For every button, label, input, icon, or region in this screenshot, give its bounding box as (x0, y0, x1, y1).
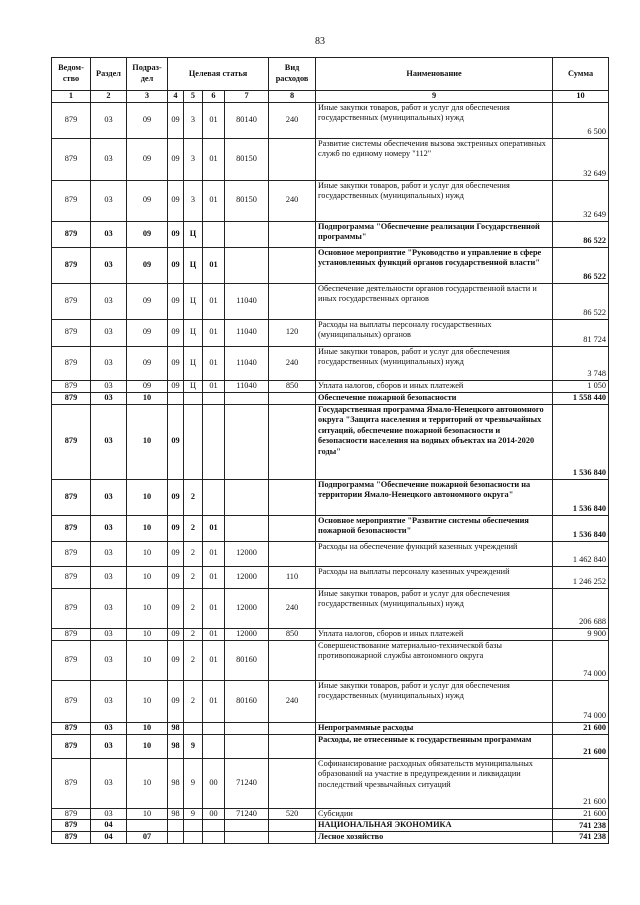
cell-sum: 21 600 (553, 808, 609, 820)
cell-expense-type (269, 640, 316, 680)
cell-dept: 879 (52, 180, 91, 221)
cell-expense-type: 240 (269, 346, 316, 380)
cell-target-direction: 80160 (225, 680, 269, 722)
cell-name: Субсидии (316, 808, 553, 820)
cell-sum: 1 536 840 (553, 515, 609, 541)
table-row (52, 515, 609, 541)
cell-subsection: 09 (127, 247, 168, 283)
cell-target-subprogram: Ц (184, 319, 203, 346)
cell-sum: 1 536 840 (553, 404, 609, 479)
cell-dept: 879 (52, 392, 91, 404)
cell-target-program: 09 (168, 247, 184, 283)
cell-target-direction (225, 479, 269, 515)
cell-target-program: 09 (168, 588, 184, 628)
cell-name: Расходы на обеспечение функций казенных учреждений (316, 541, 553, 566)
cell-subsection: 10 (127, 680, 168, 722)
cell-target-activity: 01 (203, 515, 225, 541)
cell-section: 04 (91, 820, 127, 832)
cell-dept: 879 (52, 346, 91, 380)
cell-target-subprogram: 2 (184, 541, 203, 566)
cell-target-direction: 11040 (225, 346, 269, 380)
table-row (52, 820, 609, 832)
cell-sum: 81 724 (553, 319, 609, 346)
cell-sum: 9 900 (553, 628, 609, 640)
table-row (52, 479, 609, 515)
column-number: 9 (316, 91, 553, 103)
cell-target-subprogram: 2 (184, 628, 203, 640)
cell-sum: 741 238 (553, 820, 609, 832)
cell-target-program: 09 (168, 479, 184, 515)
cell-dept: 879 (52, 820, 91, 832)
cell-name: Софинансирование расходных обязательств муниципальных образований на участие в предупреждении и ликвидации последствий чрезвычайных ситуаций (316, 758, 553, 808)
cell-target-subprogram: 2 (184, 479, 203, 515)
cell-target-activity: 00 (203, 808, 225, 820)
cell-section: 03 (91, 180, 127, 221)
cell-dept: 879 (52, 541, 91, 566)
cell-target-direction (225, 247, 269, 283)
cell-target-direction (225, 515, 269, 541)
cell-target-program: 09 (168, 515, 184, 541)
cell-target-direction: 71240 (225, 808, 269, 820)
cell-dept: 879 (52, 808, 91, 820)
cell-name: Государственная программа Ямало-Ненецкого автономного округа "Защита населения и территорий от чрезвычайных ситуаций, обеспечение пожарной безопасности и безопасности населения на водных объектах на 2014-2020 годы" (316, 404, 553, 479)
cell-sum: 6 500 (553, 102, 609, 138)
table-row (52, 832, 609, 844)
cell-target-activity: 01 (203, 319, 225, 346)
cell-section: 03 (91, 515, 127, 541)
cell-sum: 1 050 (553, 380, 609, 392)
cell-target-subprogram (184, 820, 203, 832)
table-row (52, 380, 609, 392)
cell-section: 03 (91, 566, 127, 588)
cell-expense-type: 110 (269, 566, 316, 588)
cell-name: Совершенствование материально-технической базы противопожарной службы автономного округа (316, 640, 553, 680)
cell-subsection: 09 (127, 380, 168, 392)
cell-expense-type (269, 758, 316, 808)
table-row (52, 758, 609, 808)
column-number: 7 (225, 91, 269, 103)
cell-target-activity (203, 832, 225, 844)
table-row (52, 628, 609, 640)
table-row (52, 221, 609, 247)
cell-sum: 1 558 440 (553, 392, 609, 404)
cell-name: Основное мероприятие "Развитие системы обеспечения пожарной безопасности" (316, 515, 553, 541)
cell-dept: 879 (52, 588, 91, 628)
table-row (52, 102, 609, 138)
cell-expense-type (269, 138, 316, 180)
cell-dept: 879 (52, 138, 91, 180)
cell-sum: 1 462 840 (553, 541, 609, 566)
cell-target-direction: 11040 (225, 319, 269, 346)
cell-target-program: 09 (168, 180, 184, 221)
cell-target-direction: 12000 (225, 588, 269, 628)
cell-subsection: 10 (127, 588, 168, 628)
cell-dept: 879 (52, 380, 91, 392)
cell-target-subprogram: 9 (184, 808, 203, 820)
cell-target-activity (203, 734, 225, 758)
table-row (52, 640, 609, 680)
cell-expense-type (269, 832, 316, 844)
cell-sum: 74 000 (553, 680, 609, 722)
cell-target-program: 09 (168, 404, 184, 479)
cell-sum: 21 600 (553, 722, 609, 734)
cell-target-program: 09 (168, 346, 184, 380)
header-sum: Сумма (553, 58, 609, 91)
table-row (52, 283, 609, 319)
cell-target-direction (225, 722, 269, 734)
table-row (52, 319, 609, 346)
column-number: 1 (52, 91, 91, 103)
cell-dept: 879 (52, 221, 91, 247)
cell-dept: 879 (52, 722, 91, 734)
cell-name: Расходы на выплаты персоналу государственных (муниципальных) органов (316, 319, 553, 346)
cell-target-activity (203, 392, 225, 404)
cell-sum: 86 522 (553, 221, 609, 247)
cell-expense-type: 120 (269, 319, 316, 346)
table-row (52, 346, 609, 380)
cell-dept: 879 (52, 319, 91, 346)
cell-sum: 74 000 (553, 640, 609, 680)
table-row (52, 734, 609, 758)
column-number: 6 (203, 91, 225, 103)
cell-sum: 21 600 (553, 734, 609, 758)
cell-expense-type (269, 392, 316, 404)
cell-target-direction (225, 404, 269, 479)
cell-target-subprogram: Ц (184, 346, 203, 380)
cell-expense-type (269, 541, 316, 566)
cell-name: Расходы на выплаты персоналу казенных учреждений (316, 566, 553, 588)
cell-expense-type: 240 (269, 588, 316, 628)
cell-target-activity: 01 (203, 247, 225, 283)
cell-expense-type (269, 479, 316, 515)
cell-target-program (168, 392, 184, 404)
cell-section: 03 (91, 541, 127, 566)
cell-target-direction: 80140 (225, 102, 269, 138)
table-row (52, 588, 609, 628)
cell-subsection: 10 (127, 541, 168, 566)
cell-dept: 879 (52, 628, 91, 640)
cell-target-activity: 00 (203, 758, 225, 808)
cell-target-activity: 01 (203, 346, 225, 380)
cell-name: Лесное хозяйство (316, 832, 553, 844)
cell-target-activity: 01 (203, 680, 225, 722)
budget-table (51, 57, 609, 844)
cell-name: Иные закупки товаров, работ и услуг для обеспечения государственных (муниципальных) нужд (316, 346, 553, 380)
table-row (52, 404, 609, 479)
cell-subsection: 10 (127, 734, 168, 758)
cell-sum: 86 522 (553, 283, 609, 319)
cell-subsection: 10 (127, 515, 168, 541)
cell-name: Обеспечение пожарной безопасности (316, 392, 553, 404)
cell-subsection: 09 (127, 319, 168, 346)
cell-sum: 21 600 (553, 758, 609, 808)
cell-name: Подпрограмма "Обеспечение пожарной безопасности на территории Ямало-Ненецкого автономного округа" (316, 479, 553, 515)
cell-name: Подпрограмма "Обеспечение реализации Государственной программы" (316, 221, 553, 247)
cell-target-subprogram: 9 (184, 734, 203, 758)
cell-target-activity (203, 722, 225, 734)
column-number: 10 (553, 91, 609, 103)
cell-dept: 879 (52, 734, 91, 758)
column-number: 5 (184, 91, 203, 103)
table-row (52, 566, 609, 588)
cell-target-activity: 01 (203, 283, 225, 319)
table-row (52, 722, 609, 734)
cell-section: 03 (91, 628, 127, 640)
cell-subsection: 10 (127, 808, 168, 820)
cell-target-direction (225, 734, 269, 758)
cell-target-program (168, 820, 184, 832)
table-row (52, 392, 609, 404)
cell-subsection: 09 (127, 283, 168, 319)
cell-target-direction (225, 392, 269, 404)
cell-dept: 879 (52, 247, 91, 283)
cell-target-program: 98 (168, 734, 184, 758)
cell-section: 03 (91, 319, 127, 346)
cell-target-activity: 01 (203, 628, 225, 640)
cell-section: 03 (91, 680, 127, 722)
table-row (52, 680, 609, 722)
cell-section: 03 (91, 479, 127, 515)
cell-target-program: 09 (168, 680, 184, 722)
cell-expense-type (269, 722, 316, 734)
table-row (52, 180, 609, 221)
cell-name: Уплата налогов, сборов и иных платежей (316, 628, 553, 640)
cell-target-program: 09 (168, 640, 184, 680)
cell-expense-type (269, 221, 316, 247)
cell-expense-type (269, 247, 316, 283)
cell-target-program: 09 (168, 380, 184, 392)
cell-subsection: 09 (127, 102, 168, 138)
header-subsection: Подраз-дел (127, 58, 168, 91)
cell-name: Иные закупки товаров, работ и услуг для обеспечения государственных (муниципальных) нужд (316, 680, 553, 722)
table-body (52, 102, 609, 843)
cell-target-activity: 01 (203, 566, 225, 588)
cell-expense-type (269, 404, 316, 479)
header-target-article: Целевая статья (168, 58, 269, 91)
cell-target-activity (203, 221, 225, 247)
cell-subsection: 10 (127, 722, 168, 734)
cell-target-direction: 71240 (225, 758, 269, 808)
cell-dept: 879 (52, 640, 91, 680)
cell-sum: 32 649 (553, 180, 609, 221)
cell-target-direction: 11040 (225, 283, 269, 319)
cell-expense-type (269, 515, 316, 541)
cell-expense-type (269, 734, 316, 758)
cell-target-subprogram (184, 392, 203, 404)
cell-expense-type: 520 (269, 808, 316, 820)
cell-target-program (168, 832, 184, 844)
cell-section: 04 (91, 832, 127, 844)
cell-target-subprogram: Ц (184, 380, 203, 392)
cell-target-subprogram (184, 832, 203, 844)
cell-section: 03 (91, 392, 127, 404)
cell-target-direction: 80150 (225, 180, 269, 221)
column-number: 3 (127, 91, 168, 103)
cell-target-activity: 01 (203, 588, 225, 628)
cell-name: Иные закупки товаров, работ и услуг для обеспечения государственных (муниципальных) нужд (316, 180, 553, 221)
cell-target-program: 09 (168, 541, 184, 566)
cell-target-subprogram: 2 (184, 515, 203, 541)
cell-target-activity: 01 (203, 138, 225, 180)
cell-target-direction: 80160 (225, 640, 269, 680)
cell-target-subprogram: 2 (184, 588, 203, 628)
cell-target-activity (203, 404, 225, 479)
cell-subsection: 10 (127, 392, 168, 404)
table-row (52, 541, 609, 566)
cell-sum: 1 246 252 (553, 566, 609, 588)
cell-dept: 879 (52, 404, 91, 479)
page-number: 83 (315, 36, 325, 47)
cell-target-activity: 01 (203, 640, 225, 680)
cell-section: 03 (91, 588, 127, 628)
cell-target-subprogram: 2 (184, 680, 203, 722)
cell-sum: 86 522 (553, 247, 609, 283)
cell-target-program: 98 (168, 722, 184, 734)
cell-section: 03 (91, 346, 127, 380)
cell-expense-type: 850 (269, 628, 316, 640)
cell-section: 03 (91, 640, 127, 680)
cell-target-program: 09 (168, 138, 184, 180)
table-row (52, 138, 609, 180)
cell-section: 03 (91, 404, 127, 479)
cell-target-subprogram: Ц (184, 283, 203, 319)
cell-target-direction: 12000 (225, 541, 269, 566)
cell-sum: 206 688 (553, 588, 609, 628)
cell-target-subprogram: 3 (184, 102, 203, 138)
column-number: 4 (168, 91, 184, 103)
cell-target-activity: 01 (203, 541, 225, 566)
cell-target-subprogram: Ц (184, 221, 203, 247)
cell-target-activity: 01 (203, 380, 225, 392)
cell-target-activity (203, 479, 225, 515)
cell-sum: 32 649 (553, 138, 609, 180)
column-number: 8 (269, 91, 316, 103)
header-section: Раздел (91, 58, 127, 91)
cell-dept: 879 (52, 515, 91, 541)
cell-section: 03 (91, 758, 127, 808)
cell-target-activity: 01 (203, 102, 225, 138)
cell-dept: 879 (52, 479, 91, 515)
cell-section: 03 (91, 221, 127, 247)
cell-target-direction (225, 221, 269, 247)
header-row (52, 58, 609, 91)
cell-subsection: 09 (127, 346, 168, 380)
header-dept: Ведом-ство (52, 58, 91, 91)
cell-name: Иные закупки товаров, работ и услуг для обеспечения государственных (муниципальных) нужд (316, 588, 553, 628)
cell-target-direction: 12000 (225, 628, 269, 640)
cell-name: Развитие системы обеспечения вызова экстренных оперативных служб по единому номеру "112" (316, 138, 553, 180)
cell-target-subprogram: 9 (184, 758, 203, 808)
cell-target-direction (225, 832, 269, 844)
cell-target-subprogram: Ц (184, 247, 203, 283)
cell-section: 03 (91, 283, 127, 319)
cell-section: 03 (91, 808, 127, 820)
cell-expense-type: 240 (269, 180, 316, 221)
table-row (52, 247, 609, 283)
cell-dept: 879 (52, 832, 91, 844)
cell-expense-type: 240 (269, 680, 316, 722)
cell-sum: 741 238 (553, 832, 609, 844)
cell-dept: 879 (52, 680, 91, 722)
cell-subsection: 10 (127, 640, 168, 680)
column-number: 2 (91, 91, 127, 103)
cell-subsection: 09 (127, 180, 168, 221)
cell-target-subprogram (184, 722, 203, 734)
cell-dept: 879 (52, 283, 91, 319)
cell-dept: 879 (52, 566, 91, 588)
cell-target-direction: 12000 (225, 566, 269, 588)
cell-name: Иные закупки товаров, работ и услуг для обеспечения государственных (муниципальных) нужд (316, 102, 553, 138)
cell-target-subprogram: 2 (184, 566, 203, 588)
column-number-row (52, 91, 609, 103)
cell-name: Обеспечение деятельности органов государственной власти и иных государственных органов (316, 283, 553, 319)
cell-sum: 1 536 840 (553, 479, 609, 515)
cell-target-activity: 01 (203, 180, 225, 221)
cell-name: Уплата налогов, сборов и иных платежей (316, 380, 553, 392)
cell-target-subprogram: 2 (184, 640, 203, 680)
cell-subsection: 10 (127, 479, 168, 515)
cell-subsection: 10 (127, 566, 168, 588)
cell-name: Непрограммные расходы (316, 722, 553, 734)
cell-dept: 879 (52, 758, 91, 808)
cell-subsection: 09 (127, 138, 168, 180)
cell-subsection: 09 (127, 221, 168, 247)
cell-section: 03 (91, 247, 127, 283)
cell-target-program: 09 (168, 319, 184, 346)
cell-section: 03 (91, 138, 127, 180)
cell-target-subprogram: 3 (184, 138, 203, 180)
cell-target-program: 98 (168, 808, 184, 820)
cell-subsection: 07 (127, 832, 168, 844)
cell-target-program: 09 (168, 283, 184, 319)
header-expense-type: Вид расходов (269, 58, 316, 91)
cell-target-direction: 11040 (225, 380, 269, 392)
header-name: Наименование (316, 58, 553, 91)
cell-dept: 879 (52, 102, 91, 138)
cell-subsection: 10 (127, 404, 168, 479)
cell-section: 03 (91, 380, 127, 392)
cell-target-program: 09 (168, 566, 184, 588)
cell-expense-type: 240 (269, 102, 316, 138)
cell-target-program: 09 (168, 221, 184, 247)
cell-target-program: 09 (168, 102, 184, 138)
cell-name: НАЦИОНАЛЬНАЯ ЭКОНОМИКА (316, 820, 553, 832)
cell-target-direction: 80150 (225, 138, 269, 180)
cell-target-program: 98 (168, 758, 184, 808)
cell-target-program: 09 (168, 628, 184, 640)
cell-expense-type (269, 820, 316, 832)
cell-target-subprogram: 3 (184, 180, 203, 221)
table-row (52, 808, 609, 820)
cell-name: Расходы, не отнесенные к государственным программам (316, 734, 553, 758)
cell-name: Основное мероприятие "Руководство и управление в сфере установленных функций органов государственной власти" (316, 247, 553, 283)
cell-subsection (127, 820, 168, 832)
cell-target-subprogram (184, 404, 203, 479)
cell-expense-type (269, 283, 316, 319)
cell-section: 03 (91, 722, 127, 734)
cell-expense-type: 850 (269, 380, 316, 392)
cell-target-activity (203, 820, 225, 832)
cell-subsection: 10 (127, 628, 168, 640)
cell-sum: 3 748 (553, 346, 609, 380)
cell-target-direction (225, 820, 269, 832)
cell-section: 03 (91, 102, 127, 138)
cell-section: 03 (91, 734, 127, 758)
cell-subsection: 10 (127, 758, 168, 808)
